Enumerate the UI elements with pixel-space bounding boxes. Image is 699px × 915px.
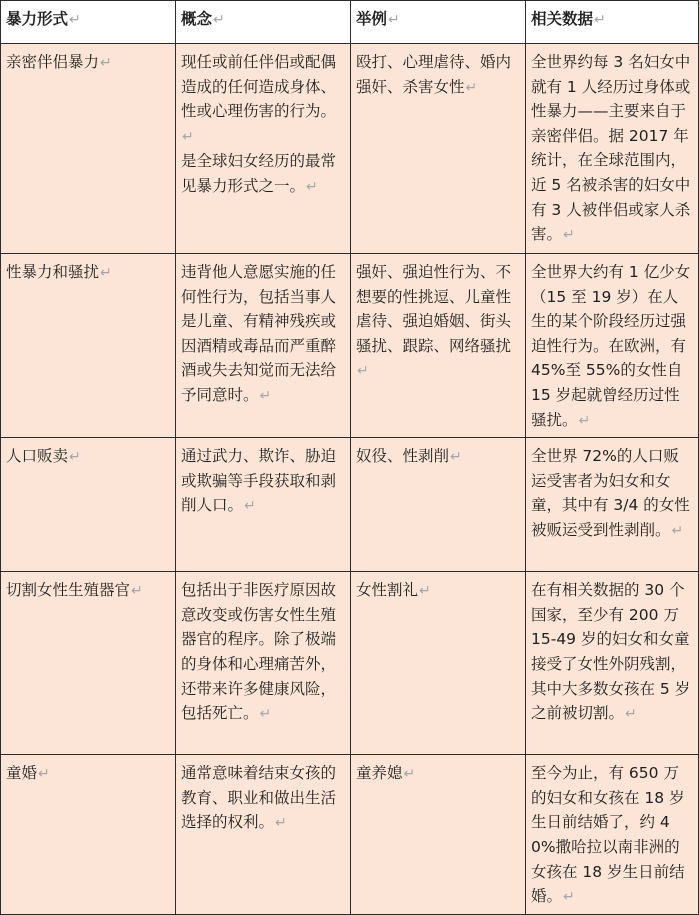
paragraph-mark-icon: ↵ [100,265,112,281]
header-form: 暴力形式↵ [1,1,176,44]
paragraph-mark-icon: ↵ [578,412,591,429]
paragraph-mark-icon: ↵ [244,498,256,515]
table-row [1,254,699,438]
paragraph-mark-icon: ↵ [182,128,194,145]
paragraph-mark-icon: ↵ [213,12,225,28]
table-row [1,572,699,755]
cell-form: 切割女性生殖器官↵ [1,572,176,755]
table-row [1,755,699,915]
paragraph-mark-icon: ↵ [403,766,416,783]
cell-data: 全世界约每 3 名妇女中就有 1 人经历过身体或性暴力——主要来自于亲密伴侣。据 2017 年统计，在全球范围内，近 5 名被杀害的妇女中有 3 人被伴侣或家人杀害。↵ [526,44,699,254]
cell-examples: 童养媳↵ [351,755,526,915]
cell-concept: 通过武力、欺诈、胁迫或欺骗等手段获取和剥削人口。↵ [176,438,351,572]
cell-form: 亲密伴侣暴力↵ [1,44,176,254]
cell-examples: 强奸、强迫性行为、不想要的性挑逗、儿童性虐待、强迫婚姻、街头骚扰、跟踪、网络骚扰↵ [351,254,526,438]
cell-concept: 通常意味着结束女孩的教育、职业和做出生活选择的权利。↵ [176,755,351,915]
cell-concept: 包括出于非医疗原因故意改变或伤害女性生殖器官的程序。除了极端的身体和心理痛苦外，还带来许多健康风险，包括死亡。↵ [176,572,351,755]
cell-data: 全世界大约有 1 亿少女（15 至 19 岁）在人生的某个阶段经历过强迫性行为。在欧洲，有 45%至 55%的女性自 15 岁起就曾经历过性骚扰。↵ [526,254,699,438]
paragraph-mark-icon: ↵ [259,387,272,404]
cell-data: 至今为止，有 650 万的妇女和女孩在 18 岁生日前结婚了，约 40%撒哈拉以南非洲的女孩在 18 岁生日前结婚。↵ [526,755,699,915]
cell-examples: 殴打、心理虐待、婚内强奸、杀害女性↵ [351,44,526,254]
table-row [1,438,699,572]
cell-data: 在有相关数据的 30 个国家，至少有 200 万 15-49 岁的妇女和女童接受了女性外阴残割，其中大多数女孩在 5 岁之前被切割。↵ [526,572,699,755]
paragraph-mark-icon: ↵ [275,815,287,832]
paragraph-mark-icon: ↵ [131,583,143,600]
cell-form: 性暴力和骚扰↵ [1,254,176,438]
table-row [1,44,699,254]
header-concept: 概念↵ [176,1,351,44]
cell-form: 童婚↵ [1,755,176,915]
cell-concept: 违背他人意愿实施的任何性行为，包括当事人是儿童、有精神残疾或因酒精或毒品而严重醉酒或失去知觉而无法给予同意时。↵ [176,254,351,438]
header-data: 相关数据↵ [526,1,699,44]
paragraph-mark-icon: ↵ [259,706,272,723]
paragraph-mark-icon: ↵ [594,12,606,28]
paragraph-mark-icon: ↵ [100,55,112,71]
paragraph-mark-icon: ↵ [625,706,637,723]
paragraph-mark-icon: ↵ [306,178,318,195]
paragraph-mark-icon: ↵ [465,79,478,96]
paragraph-mark-icon: ↵ [671,522,684,539]
paragraph-mark-icon: ↵ [563,227,575,244]
paragraph-mark-icon: ↵ [419,583,431,600]
paragraph-mark-icon: ↵ [563,889,575,906]
paragraph-mark-icon: ↵ [450,449,462,466]
cell-examples: 奴役、性剥削↵ [351,438,526,572]
paragraph-mark-icon: ↵ [69,12,81,28]
cell-data: 全世界 72%的人口贩运受害者为妇女和女童，其中有 3/4 的女性被贩运受到性剥削。↵ [526,438,699,572]
cell-examples: 女性割礼↵ [351,572,526,755]
paragraph-mark-icon: ↵ [357,363,369,380]
paragraph-mark-icon: ↵ [388,12,400,28]
cell-form: 人口贩卖↵ [1,438,176,572]
paragraph-mark-icon: ↵ [38,766,50,783]
paragraph-mark-icon: ↵ [69,449,81,466]
header-examples: 举例↵ [351,1,526,44]
header-row [1,1,699,44]
cell-concept: 现任或前任伴侣或配偶造成的任何造成身体、性或心理伤害的行为。↵ 是全球妇女经历的最常见暴力形式之一。↵ [176,44,351,254]
